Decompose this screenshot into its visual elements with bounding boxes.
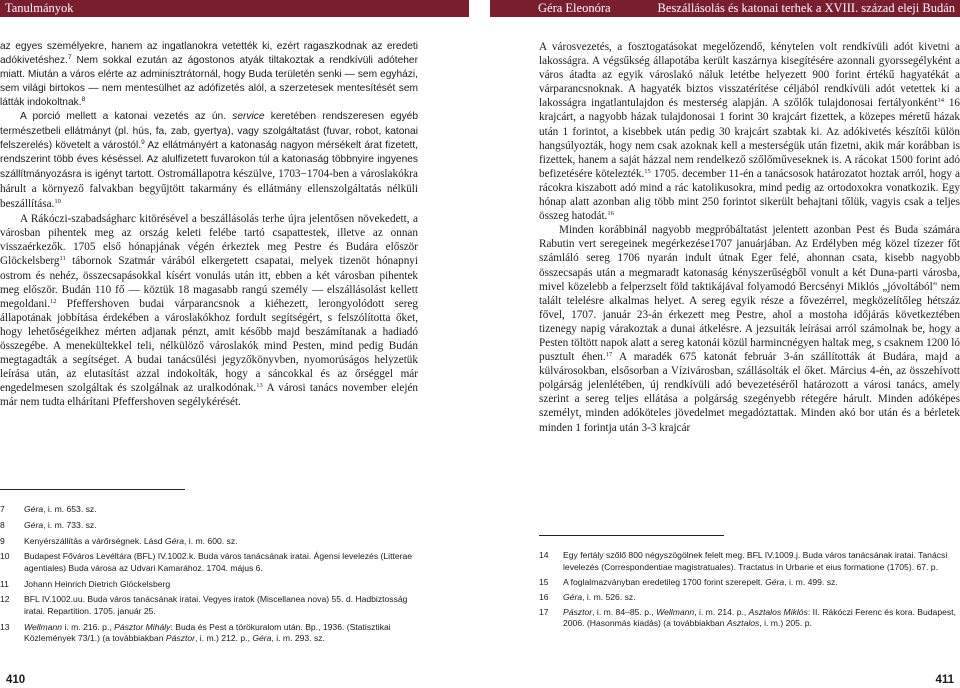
footnote-text: Egy fertály szőlő 800 négyszögölnek felelt meg. BFL IV.1009.j. Buda város tanácsának iratai. Tanácsi levelezés (Correspondentiae magistratuales). Tractatus ín Urbarie et eius formatione (1705). 67. p. bbox=[563, 550, 948, 572]
footnote-number: 7 bbox=[0, 504, 5, 514]
paragraph-rendkivuli-ado: A városvezetés, a fosztogatásokat megelőzendő, kénytelen volt rendkívüli adót kivetni a lakosságra. A végsűkség állapotába került kaszárnya kisegítésére azonnali gyorssegélyként a város átadta az egyik városlakó náluk letétbe helyezett 900 forint értékű hagyatékát a várparancsnoknak. A hagyaték biztos visszatérítése céljából rendkívüli adót vetettek ki a lakosságra ingatlantulajdon és mesterség alapján. A szőlők tulajdonosai fertályonként$^{14}$ 16 krajcárt, a nagyobb házak tulajdonosai 1 forint 30 krajcárt fizettek, a közepes méretű házak után 1 forintot, a kisebbek után pedig 30 krajcárt szabtak ki. Az adókivetés készítői külön hangsúlyozták, hogy nem csak azoknak kell a mesterségük után fizetni, akik már korábban is fizettek, hanem a saját házzal nem rendelkező szőlőműveseknek is. A rácokat 1500 forint adó befizetésére kötelezték.$^{15}$ 1705. december 11-én a tanácsosok határozatot hoztak arról, hogy a rácokra kiszabott adó mind a rác katolikusokra, mind pedig az ortodoxokra vonatkozik. Egy hónap alatt azonban alig több mint 250 forintot sikerült behajtani tőlük, vagyis csak a teljes összeg hatodát.$^{16}$ bbox=[539, 41, 960, 223]
footnote bbox=[539, 577, 960, 589]
running-head-left bbox=[0, 0, 469, 17]
article-title: Beszállásolás és katonai terhek a XVIII. század eleji Budán bbox=[657, 1, 955, 15]
footnote bbox=[0, 536, 418, 548]
footnote-number: 11 bbox=[0, 578, 9, 589]
footnote bbox=[0, 594, 418, 617]
footnotes-left bbox=[0, 504, 418, 649]
footnote-text: Géra, i. m. 526. sz. bbox=[563, 591, 636, 602]
section-title: Tanulmányok bbox=[5, 1, 74, 15]
footnote bbox=[0, 622, 418, 645]
footnote bbox=[0, 551, 418, 574]
footnote-text: Pásztor, i. m. 84–85. p., Wellmann, i. m. 214. p., Asztalos Miklós: II. Rákóczi Ferenc és kora. Budapest, 2006. (Hasonmás kiadás) (a továbbiakban Asztalos, i. m.) 205. p. bbox=[563, 606, 956, 629]
left-column bbox=[0, 40, 418, 409]
footnote-number: 10 bbox=[0, 551, 10, 562]
footnote-rule-right bbox=[539, 535, 724, 536]
footnote-rule-left bbox=[0, 489, 185, 490]
footnote-number: 16 bbox=[539, 591, 549, 602]
right-column bbox=[539, 40, 960, 435]
footnote-number: 14 bbox=[539, 550, 549, 560]
footnote-text: Johann Heinrich Dietrich Glöckelsberg bbox=[24, 578, 171, 589]
footnote bbox=[0, 520, 418, 532]
footnote-number: 17 bbox=[539, 606, 549, 617]
footnote-text: Wellmann i. m. 216. p., Pásztor Mihály: Buda és Pest a törökuralom után. Bp., 1936. (Statisztikai Közlemények 73/1.) (a továbbiakban Pásztor, i. m.) 212. p., Géra, i. m. 293. sz. bbox=[24, 621, 391, 644]
footnote bbox=[539, 607, 960, 630]
footnote-number: 13 bbox=[0, 621, 10, 632]
footnotes-right bbox=[539, 550, 960, 633]
page-number-right: 411 bbox=[935, 674, 954, 686]
footnote-text: Budapest Főváros Levéltára (BFL) IV.1002.k. Buda város tanácsának iratai. Ágensi levelezés (Litterae agentiales) Buda városa az Udvari Kamarához. 1704. május 6. bbox=[24, 551, 413, 573]
paragraph-service: A porció mellett a katonai vezetés az ún. service keretében rendszeresen egyéb természetbeli ellátmányt (pl. hús, fa, zab, gyertya), vagy szolgáltatást (fuvar, robot, katonai felszerelés) követelt a várostól.$^9$ Az ellátmányért a katonaság nagyon mérsékelt árat fizetett, rendszerint több éves késéssel. Az alulfizetett fuvarokon túl a katonaság többnyire ingyenes szállítmányozásra is igényt tartott. Ostromállapotra készülve, 1703−1704-ben a városlakókra hárult a környező falvakban begyűjtött takarmány és ellátmány ellenszolgáltatás nélküli beszállítása.$^{10}$ bbox=[0, 111, 418, 211]
footnote-number: 8 bbox=[0, 519, 5, 530]
footnote bbox=[0, 504, 418, 516]
footnote-number: 15 bbox=[539, 576, 549, 587]
footnote-text: Géra, i. m. 733. sz. bbox=[24, 519, 97, 530]
footnote-number: 12 bbox=[0, 594, 10, 605]
footnote-text: A foglalmazványban eredetileg 1700 forint szerepelt. Géra, i. m. 499. sz. bbox=[563, 576, 838, 587]
footnote bbox=[539, 550, 960, 573]
paragraph-porcio-quote: az egyes személyekre, hanem az ingatlanokra vetették ki, ezért ragaszkodnak az eredeti adókivetéshez.$^7$ Nem sokkal ezután az ágostonos atyák tiltakoztak a rendkívüli adóteher miatt. Miután a város elérte az adminisztrátornál, hogy Buda területén senki ― sem egyházi, sem világi birtokos ― nem mentesülhet az adófizetés alól, a szerzetesek mentesítését sem látták indokoltnak.$^8$ bbox=[0, 41, 418, 109]
footnote-text: BFL IV.1002.uu. Buda város tanácsának iratai. Vegyes iratok (Miscellanea nova) 55. d. Hadbiztosság iratai. Repartition. 1705. január 25. bbox=[24, 594, 408, 616]
footnote-text: Kenyérszállítás a várőrségnek. Lásd Géra, i. m. 600. sz. bbox=[24, 535, 238, 546]
footnote bbox=[539, 592, 960, 604]
running-head-right bbox=[490, 0, 960, 17]
footnote-text: Géra, i. m. 653. sz. bbox=[24, 504, 97, 514]
author-name: Géra Eleonóra bbox=[538, 1, 611, 15]
page-number-left: 410 bbox=[6, 674, 26, 686]
footnote-number: 9 bbox=[0, 535, 5, 546]
paragraph-rabutin: Minden korábbinál nagyobb megpróbáltatást jelentett azonban Pest és Buda számára Rabutin vert seregeinek megérkezése1707 januárjában. Az Erdélyben még közel tízezer főt számláló sereg 1706 nyarán indult útnak Eger felé, ahonnan csata, kisebb nagyobb összecsapás után a megmaradt katonaság kényszerűségből vonult a két Duna-parti városba, mivel közelebb a felperzselt föld taktikájával folyamodó Bercsényi Miklós „jóvoltából" nem talált telelésre alkalmas helyet. A sereg egyik része a fővezérrel, megközelítőleg hétszáz fővel, 1707. január 23-án érkezett meg Pestre, ahol a mostoha időjárás következtében tizenegy napig várakoztak a dunai átkelésre. A jezsuiták leírásai arról számolnak be, hogy a Pesten töltött napok alatt a sereg katonái közül harmincnégyen haltak meg, s csaknem 1200 ló pusztult éhen.$^{17}$ A maradék 675 katonát február 3-án szállították át Budára, majd a külvárosokban, elsősorban a Vízivárosban, szállásolták el őket. Március 4-én, az összehívott polgárság jelenlétében, új rendkívüli adó bevezetéséről határozott a városi tanács, amely szerint a sereg teljes ellátása a polgárság szegényebb rétegére hárult. Minden adóképes személyt, minden adóköteles jövedelmet megadóztattak. Minden akó bor után és a bérletek minden 1 forintja után 3-3 krajcár bbox=[539, 224, 960, 434]
footnote bbox=[0, 579, 418, 591]
paragraph-rakoczi: A Rákóczi-szabadságharc kitörésével a beszállásolás terhe újra jelentősen növekedett, a városban pihentek meg az ország keleti felébe tartó csapattestek, illetve az onnan visszaérkezők. 1705 első hónapjának végén érkeztek meg Pestre és Budára először Glöckelsberg$^{11}$ tábornok Szatmár várából elkergetett csapatai, melyek tizenöt hónapnyi ostrom és nehéz, összecsapásokkal kísért vonulás után itt, ebben a két városban pihentek meg először. Budán 110 fő ― köztük 18 magasabb rangú személy ― elszállásolást kellett megoldani.$^{12}$ Pfeffershoven budai várparancsnok a kiéhezett, lerongyolódott sereg állapotának jobbítása érdekében a városlakókhoz fordult segítségért, s felszólította őket, hogy lehetőségeikhez mérten adjanak pénzt, amit később majd beszámítanak a hadiadó összegébe. A menekültekkel teli, nélkülöző városlakók mind Pesten, mind pedig Budán megtagadták a segítséget. A budai tanácsülési jegyzőkönyvben, nyomorúságos helyzetük leírása után, az elutasítást azzal indokolták, hogy a sáncokkal és az őrséggel már engedelmesen szolgáltak és szolgálnak az uralkodónak.$^{13}$ A városi tanács november elején már nem tudta elhárítani Pfeffershoven segélykérését. bbox=[0, 213, 418, 409]
